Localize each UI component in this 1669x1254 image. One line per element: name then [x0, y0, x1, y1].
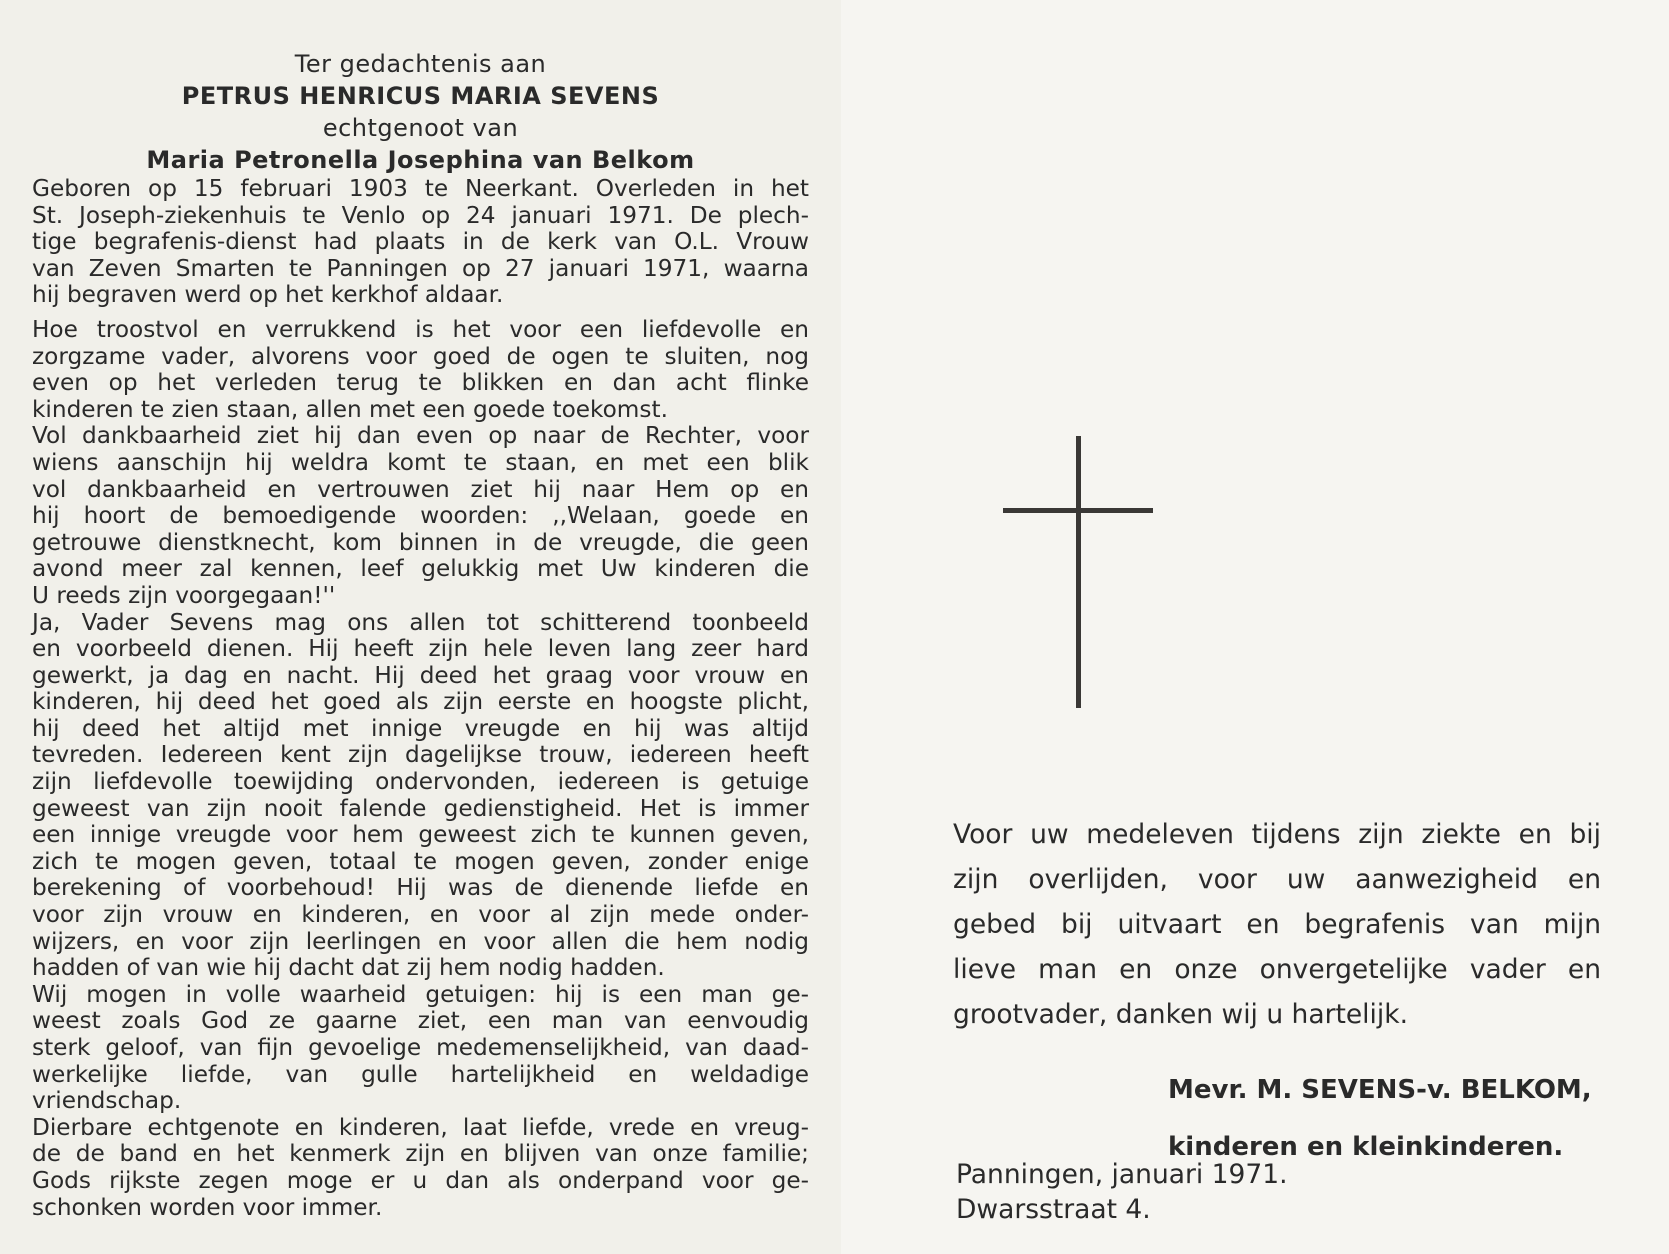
heading-intro: Ter gedachtenis aan — [294, 50, 547, 78]
place-and-address — [956, 1157, 1288, 1227]
signature-name: Mevr. M. SEVENS-v. BELKOM, — [1168, 1075, 1592, 1105]
meditation-paragraph-3 — [32, 610, 809, 982]
text-line: weest zoals God ze gaarne ziet, een man van eenvoudig — [32, 1007, 809, 1035]
text-line: gewerkt, ja dag en nacht. Hij deed het graag voor vrouw en — [32, 661, 809, 689]
text-line: hadden of van wie hij dacht dat zij hem nodig hadden. — [32, 954, 665, 982]
place-date: Panningen, januari 1971. — [956, 1159, 1288, 1190]
text-line: sterk geloof, van fijn gevoelige medemenselijkheid, van daad- — [32, 1034, 809, 1061]
text-line: tige begrafenis-dienst had plaats in de kerk van O.L. Vrouw — [32, 228, 809, 256]
text-line: Wij mogen in volle waarheid getuigen: hij is een man ge- — [32, 980, 809, 1008]
text-line: hij deed het altijd met innige vreugde en hij was altijd — [32, 714, 809, 742]
meditation-paragraph-1 — [32, 317, 809, 423]
text-line: getrouwe dienstknecht, kom binnen in de vreugde, die geen — [32, 528, 809, 556]
text-line: zijn liefdevolle toewijding ondervonden, iedereen is getuige — [32, 768, 809, 796]
biography-paragraph — [32, 176, 809, 309]
text-line: grootvader, danken wij u hartelijk. — [953, 999, 1409, 1030]
text-line: Gods rijkste zegen moge er u dan als onderpand voor ge- — [32, 1166, 809, 1194]
text-line: avond meer zal kennen, leef gelukkig met Uw kinderen die — [32, 555, 809, 583]
text-line: wiens aanschijn hij weldra komt te staan, en met een blik — [32, 448, 809, 476]
heading-relation: echtgenoot van — [322, 114, 519, 142]
cross-horizontal-bar — [1003, 508, 1153, 513]
text-line: Dierbare echtgenote en kinderen, laat liefde, vrede en vreug- — [32, 1113, 809, 1141]
address: Dwarsstraat 4. — [956, 1194, 1151, 1225]
text-line: kinderen, hij deed het goed als zijn eerste en hoogste plicht, — [32, 688, 809, 716]
text-line: schonken worden voor immer. — [32, 1193, 383, 1221]
text-line: tevreden. Iedereen kent zijn dagelijkse trouw, iedereen heeft — [32, 741, 809, 769]
text-line: Ja, Vader Sevens mag ons allen tot schitterend toonbeeld — [32, 608, 809, 636]
text-line: vol dankbaarheid en vertrouwen ziet hij naar Hem op en — [32, 475, 809, 503]
cross-vertical-bar — [1076, 436, 1081, 708]
text-line: en voorbeeld dienen. Hij heeft zijn hele leven lang zeer hard — [32, 635, 809, 663]
text-line: hij begraven werd op het kerkhof aldaar. — [32, 281, 504, 309]
text-line: U reeds zijn voorgegaan!'' — [32, 581, 336, 609]
text-line: vriendschap. — [32, 1087, 182, 1115]
text-line: werkelijke liefde, van gulle hartelijkheid en weldadige — [32, 1060, 809, 1088]
text-line: geweest van zijn nooit falende gedienstigheid. Het is immer — [32, 794, 809, 822]
text-line: Vol dankbaarheid ziet hij dan even op naar de Rechter, voor — [32, 422, 809, 450]
meditation-paragraph-2 — [32, 423, 809, 609]
signature-family: kinderen en kleinkinderen. — [1168, 1132, 1564, 1162]
text-line: Hoe troostvol en verrukkend is het voor een liefdevolle en — [32, 315, 809, 343]
text-line: gebed bij uitvaart en begrafenis van mijn — [953, 909, 1601, 940]
text-line: zijn overlijden, voor uw aanwezigheid en — [953, 864, 1601, 895]
text-line: de de band en het kenmerk zijn en blijven van onze familie; — [32, 1140, 809, 1168]
text-line: zorgzame vader, alvorens voor goed de ogen te sluiten, nog — [32, 342, 809, 370]
text-line: voor zijn vrouw en kinderen, en voor al zijn mede onder- — [32, 901, 809, 929]
text-line: wijzers, en voor zijn leerlingen en voor allen die hem nodig — [32, 927, 809, 955]
text-line: Geboren op 15 februari 1903 te Neerkant. Overleden in het — [32, 175, 809, 202]
text-line: Voor uw medeleven tijdens zijn ziekte en bij — [953, 819, 1601, 850]
text-line: even op het verleden terug te blikken en dan acht flinke — [32, 369, 809, 397]
spouse-name: Maria Petronella Josephina van Belkom — [146, 146, 695, 174]
meditation-paragraph-5 — [32, 1115, 809, 1221]
meditation-paragraph-4 — [32, 982, 809, 1115]
thanks-paragraph — [953, 812, 1601, 1037]
text-line: St. Joseph-ziekenhuis te Venlo op 24 januari 1971. De plech- — [32, 201, 809, 229]
text-line: een innige vreugde voor hem geweest zich te kunnen geven, — [32, 821, 809, 849]
text-line: hij hoort de bemoedigende woorden: ,,Welaan, goede en — [32, 502, 809, 530]
text-line: lieve man en onze onvergetelijke vader en — [953, 954, 1601, 985]
text-line: zich te mogen geven, totaal te mogen geven, zonder enige — [32, 847, 809, 875]
text-line: van Zeven Smarten te Panningen op 27 januari 1971, waarna — [32, 254, 809, 282]
latin-cross-icon — [1003, 436, 1153, 708]
text-line: berekening of voorbehoud! Hij was de dienende liefde en — [32, 874, 809, 902]
text-line: kinderen te zien staan, allen met een goede toekomst. — [32, 395, 668, 423]
deceased-name: PETRUS HENRICUS MARIA SEVENS — [181, 82, 660, 110]
